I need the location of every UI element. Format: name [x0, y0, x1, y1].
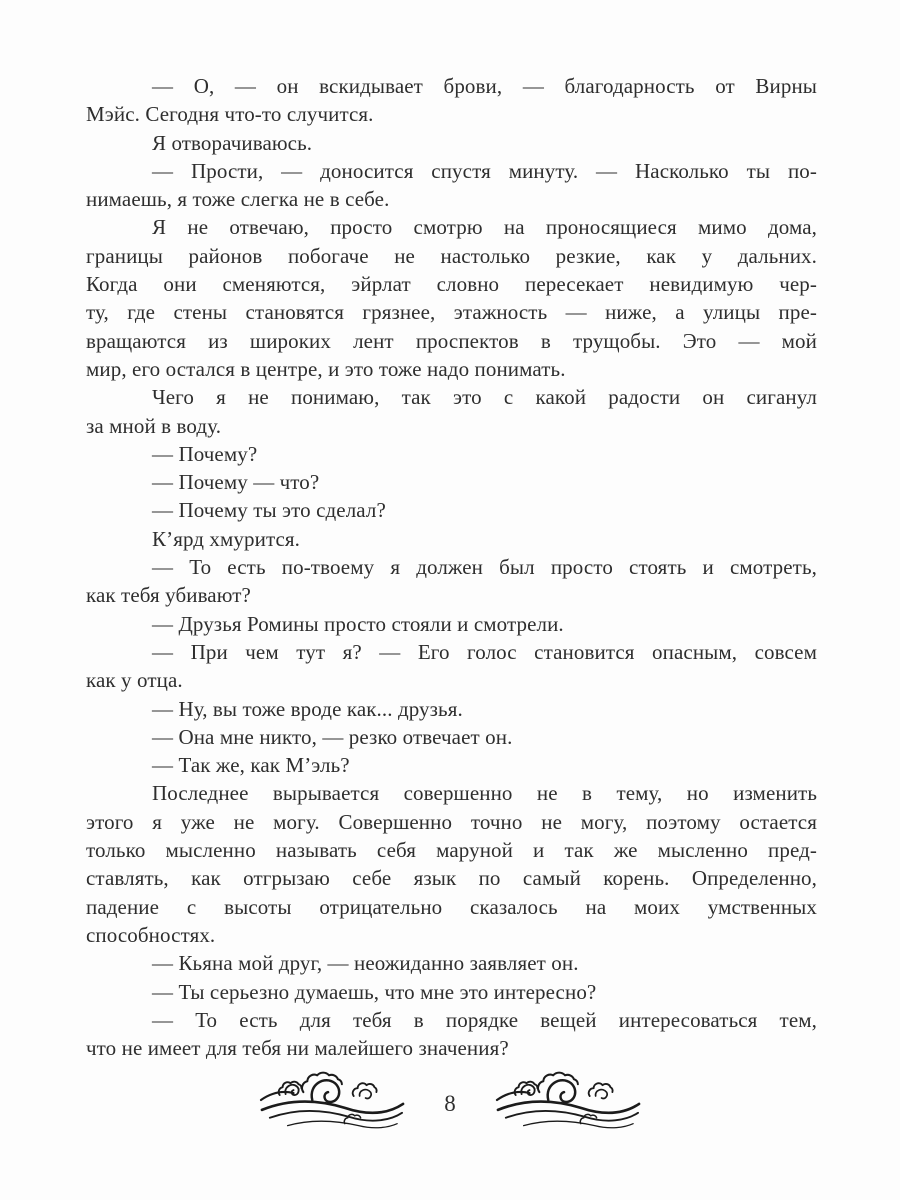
- text-line: мир, его остался в центре, и это тоже надо понимать.: [86, 356, 566, 381]
- page-footer: [0, 1064, 900, 1134]
- text-line: только мысленно называть себя маруной и так же мысленно пред-: [86, 838, 817, 863]
- text-line: — Кьяна мой друг, — неожиданно заявляет он.: [152, 951, 579, 976]
- page-number: 8: [444, 1090, 456, 1116]
- text-line: как у отца.: [86, 668, 183, 693]
- text-line: способностях.: [86, 922, 216, 947]
- paragraph: [86, 610, 817, 638]
- text-line: — Ты серьезно думаешь, что мне это интересно?: [152, 979, 597, 1004]
- paragraph: [86, 383, 817, 440]
- paragraph: [86, 723, 817, 751]
- text-line: — Почему ты это сделал?: [152, 498, 386, 523]
- text-line: ту, где стены становятся грязнее, этажность — ниже, а улицы пре-: [86, 300, 817, 325]
- paragraph: [86, 129, 817, 157]
- text-line: — То есть по-твоему я должен был просто стоять и смотреть,: [152, 555, 817, 580]
- paragraph: [86, 1006, 817, 1063]
- text-line: за мной в воду.: [86, 413, 222, 438]
- text-line: Я отворачиваюсь.: [152, 130, 313, 155]
- text-line: Последнее вырывается совершенно не в тему, но изменить: [152, 781, 817, 806]
- paragraph: [86, 695, 817, 723]
- paragraph: [86, 496, 817, 524]
- text-line: — О, — он вскидывает брови, — благодарность от Вирны: [152, 74, 817, 98]
- wave-ornament-icon: [494, 1064, 642, 1134]
- paragraph: [86, 638, 817, 695]
- paragraph: [86, 779, 817, 949]
- text-line: — Ну, вы тоже вроде как... друзья.: [152, 696, 463, 721]
- paragraph: [86, 213, 817, 383]
- wave-ornament-icon: [258, 1064, 406, 1134]
- paragraph: [86, 440, 817, 468]
- text-line: Чего я не понимаю, так это с какой радости он сиганул: [152, 385, 817, 410]
- text-line: — Прости, — доносится спустя минуту. — Насколько ты по-: [152, 158, 817, 183]
- paragraph: [86, 751, 817, 779]
- text-line: как тебя убивают?: [86, 583, 251, 608]
- text-line: падение с высоты отрицательно сказалось на моих умственных: [86, 894, 817, 919]
- paragraph: [86, 949, 817, 977]
- paragraph: [86, 157, 817, 214]
- text-line: этого я уже не могу. Совершенно точно не могу, поэтому остается: [86, 809, 817, 834]
- text-line: границы районов побогаче не настолько резкие, как у дальних.: [86, 243, 817, 268]
- text-line: нимаешь, я тоже слегка не в себе.: [86, 187, 390, 212]
- paragraph: [86, 978, 817, 1006]
- text-line: — Так же, как М’эль?: [152, 753, 350, 778]
- text-line: — При чем тут я? — Его голос становится опасным, совсем: [152, 639, 817, 664]
- text-line: Я не отвечаю, просто смотрю на проносящиеся мимо дома,: [152, 215, 817, 240]
- text-line: — Почему — что?: [152, 470, 320, 495]
- text-line: — Она мне никто, — резко отвечает он.: [152, 724, 513, 749]
- text-line: ставлять, как отгрызаю себе язык по самый корень. Определенно,: [86, 866, 817, 891]
- text-line: вращаются из широких лент проспектов в трущобы. Это — мой: [86, 328, 817, 353]
- page-text: [86, 72, 817, 1062]
- text-line: К’ярд хмурится.: [152, 526, 301, 551]
- paragraph: [86, 468, 817, 496]
- text-line: — То есть для тебя в порядке вещей интересоваться тем,: [152, 1007, 817, 1032]
- paragraph: [86, 525, 817, 553]
- text-line: Когда они сменяются, эйрлат словно пересекает невидимую чер-: [86, 272, 817, 297]
- text-line: что не имеет для тебя ни малейшего значения?: [86, 1036, 509, 1061]
- paragraph: [86, 72, 817, 129]
- text-line: — Друзья Ромины просто стояли и смотрели.: [152, 611, 564, 636]
- text-line: Мэйс. Сегодня что-то случится.: [86, 102, 374, 127]
- paragraph: [86, 553, 817, 610]
- text-line: — Почему?: [152, 441, 258, 466]
